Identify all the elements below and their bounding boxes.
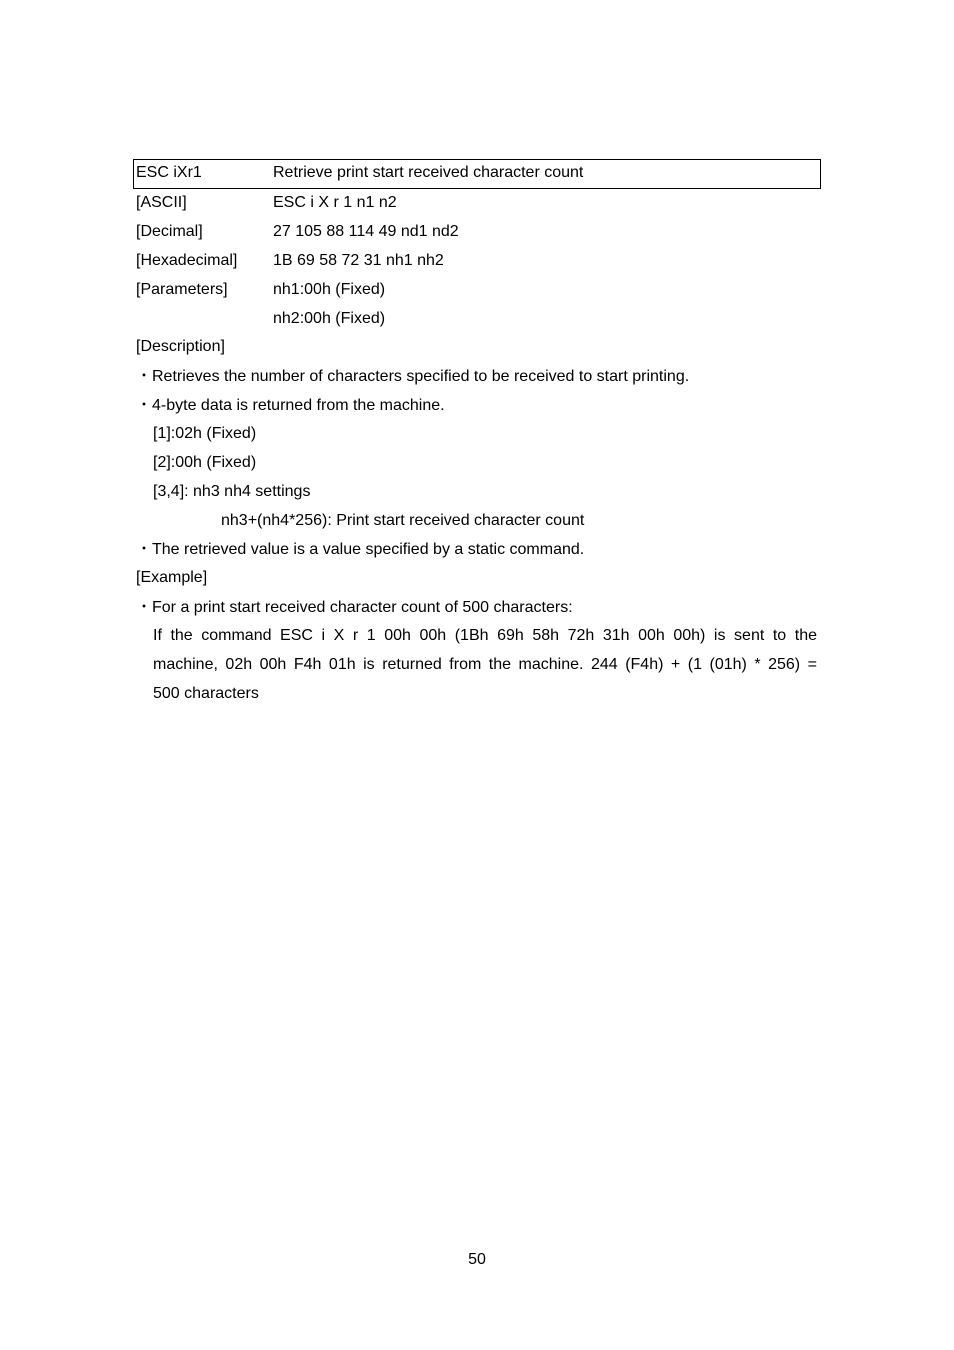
parameter-nh2: nh2:00h (Fixed) <box>273 310 386 327</box>
example-bullet-1: ・For a print start received character count of 500 characters: <box>136 599 573 616</box>
page-number: 50 <box>468 1251 486 1268</box>
example-heading: [Example] <box>136 569 208 586</box>
example-paragraph-line-3: 500 characters <box>153 685 259 702</box>
hexadecimal-value: 1B 69 58 72 31 nh1 nh2 <box>273 252 444 269</box>
decimal-value: 27 105 88 114 49 nd1 nd2 <box>273 223 459 240</box>
command-title: Retrieve print start received character count <box>273 164 584 181</box>
description-bullet-1: ・Retrieves the number of characters specified to be received to start printing. <box>136 368 690 385</box>
parameters-label: [Parameters] <box>136 281 228 298</box>
count-formula: nh3+(nh4*256): Print start received character count <box>221 512 585 529</box>
ascii-value: ESC i X r 1 n1 n2 <box>273 194 397 211</box>
ascii-label: [ASCII] <box>136 194 187 211</box>
return-byte-3-4: [3,4]: nh3 nh4 settings <box>153 483 311 500</box>
description-bullet-3: ・The retrieved value is a value specified by a static command. <box>136 541 585 558</box>
return-byte-1: [1]:02h (Fixed) <box>153 425 257 442</box>
hexadecimal-label: [Hexadecimal] <box>136 252 238 269</box>
command-header-box <box>133 159 821 189</box>
command-name: ESC iXr1 <box>136 164 202 181</box>
description-bullet-2: ・4-byte data is returned from the machine. <box>136 397 445 414</box>
example-paragraph-line-2: machine, 02h 00h F4h 01h is returned from the machine. 244 (F4h) + (1 (01h) * 256) = <box>153 656 817 673</box>
decimal-label: [Decimal] <box>136 223 203 240</box>
example-paragraph-line-1: If the command ESC i X r 1 00h 00h (1Bh 69h 58h 72h 31h 00h 00h) is sent to the <box>153 627 817 644</box>
parameter-nh1: nh1:00h (Fixed) <box>273 281 386 298</box>
return-byte-2: [2]:00h (Fixed) <box>153 454 257 471</box>
description-heading: [Description] <box>136 338 225 355</box>
